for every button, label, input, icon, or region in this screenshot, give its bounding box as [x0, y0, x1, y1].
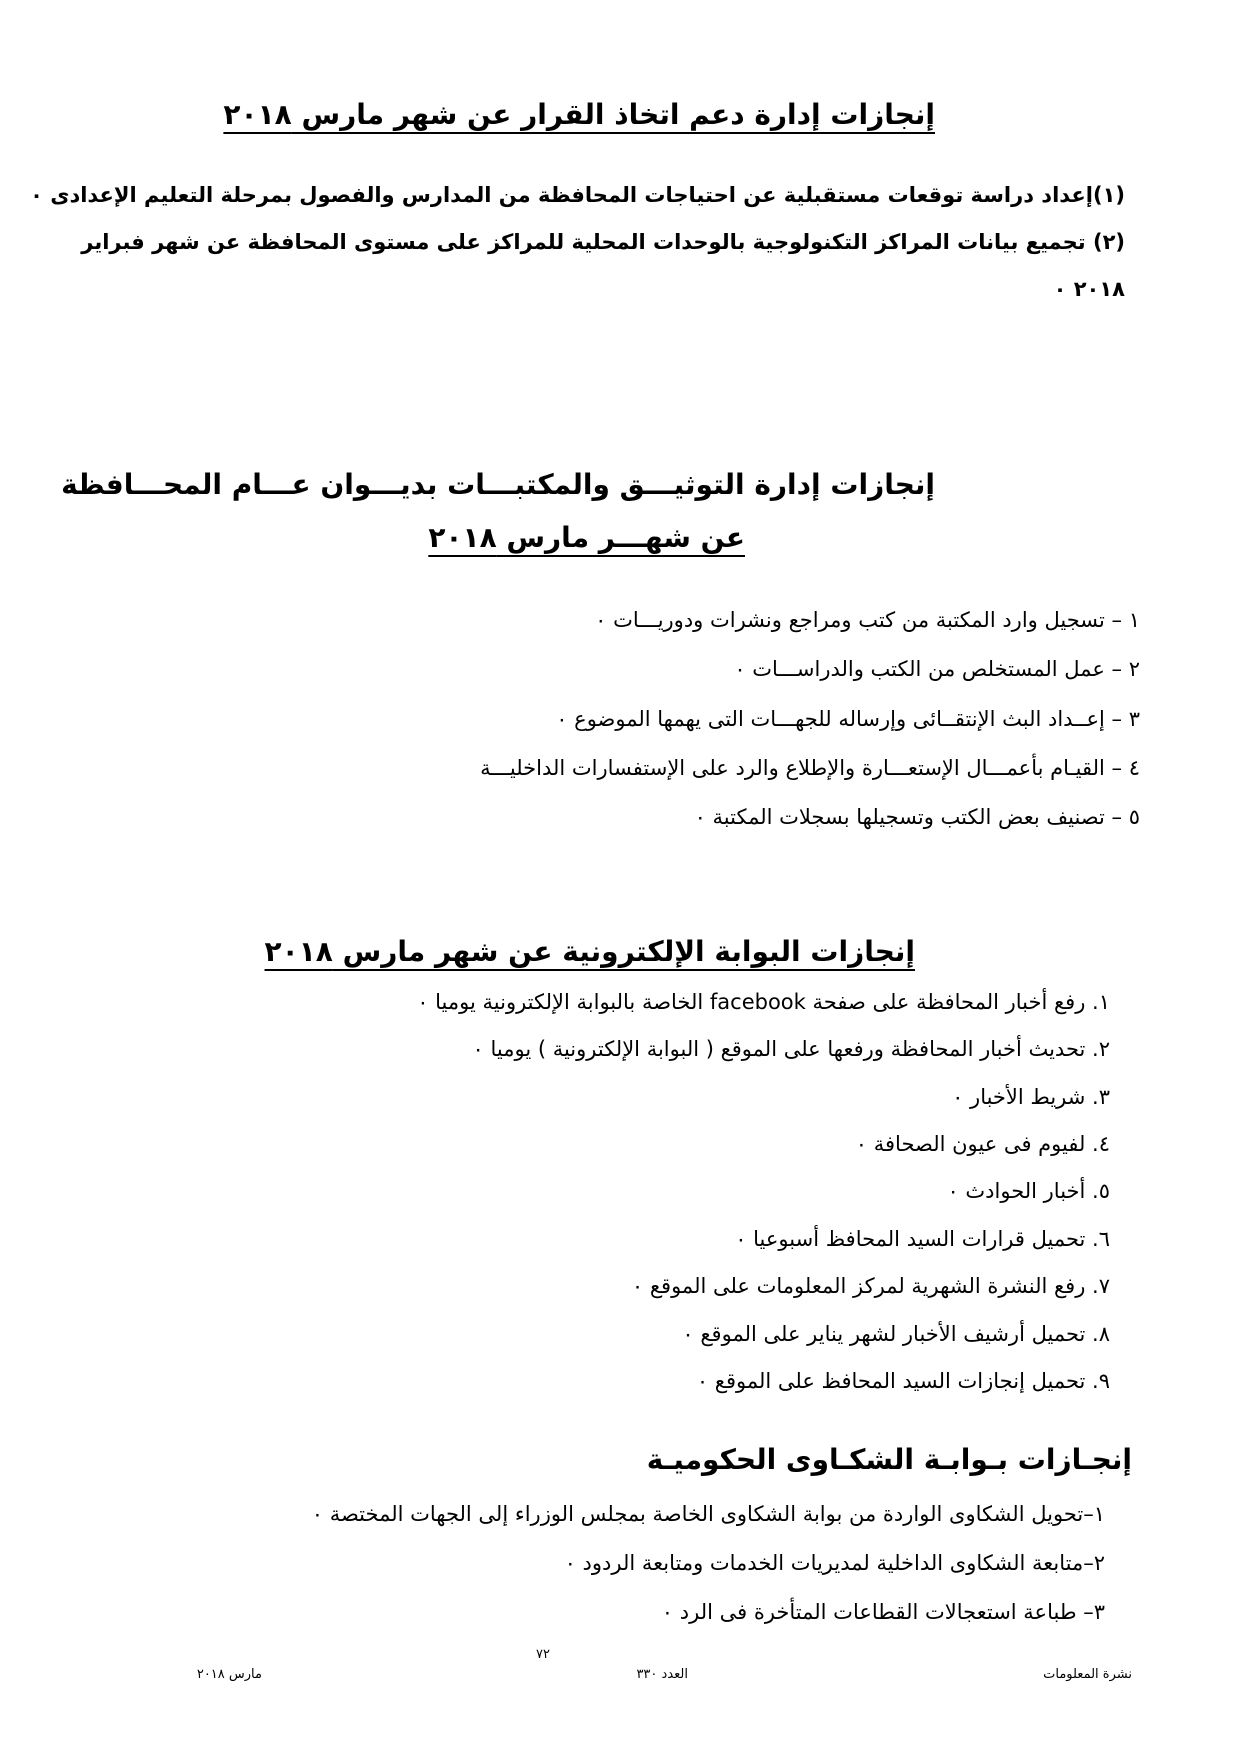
- footer-publication: نشرة المعلومات: [1043, 1667, 1132, 1682]
- page-number: ٧٢: [536, 1647, 550, 1662]
- list-item: ٣ – إعــداد البث الإنتقــائى وإرساله للجهـــات التى يهمها الموضوع ٠: [556, 707, 1140, 731]
- section-title-decision-support: إنجازات إدارة دعم اتخاذ القرار عن شهر مارس ٢٠١٨: [223, 98, 935, 131]
- section-title-complaints-portal: إنجـازات بـوابـة الشكـاوى الحكوميـة: [646, 1443, 1132, 1476]
- footer-issue: العدد ٣٣٠: [636, 1667, 688, 1682]
- list-item: ٤ – القيـام بأعمـــال الإستعـــارة والإطلاع والرد على الإستفسارات الداخليـــة: [480, 756, 1140, 780]
- list-item: ٨. تحميل أرشيف الأخبار لشهر يناير على الموقع ٠: [682, 1322, 1110, 1346]
- list-item: ٩. تحميل إنجازات السيد المحافظ على الموقع ٠: [696, 1369, 1110, 1393]
- list-item: ٢ – عمل المستخلص من الكتب والدراســـات ٠: [734, 657, 1140, 681]
- list-item: ١. رفع أخبار المحافظة على صفحة facebook الخاصة بالبوابة الإلكترونية يوميا ٠: [417, 990, 1110, 1014]
- list-item: ٢٠١٨ ٠: [1053, 277, 1125, 301]
- section-title-documentation: إنجازات إدارة التوثيـــق والمكتبـــات بديـــوان عـــام المحـــافظة: [61, 468, 935, 501]
- list-item: ١ – تسجيل وارد المكتبة من كتب ومراجع ونشرات ودوريـــات ٠: [595, 608, 1140, 632]
- list-item: ٥ – تصنيف بعض الكتب وتسجيلها بسجلات المكتبة ٠: [694, 805, 1140, 829]
- list-item: (١)إعداد دراسة توقعات مستقبلية عن احتياجات المحافظة من المدارس والفصول بمرحلة التعليم الإعدادى ٠: [30, 183, 1125, 207]
- list-item: ٧. رفع النشرة الشهرية لمركز المعلومات على الموقع ٠: [631, 1274, 1110, 1298]
- list-item: ٥. أخبار الحوادث ٠: [947, 1179, 1110, 1203]
- section-title-e-portal: إنجازات البوابة الإلكترونية عن شهر مارس ٢٠١٨: [264, 935, 915, 968]
- list-item: ١–تحويل الشكاوى الواردة من بوابة الشكاوى الخاصة بمجلس الوزراء إلى الجهات المختصة ٠: [311, 1502, 1105, 1526]
- list-item: ٤. لفيوم فى عيون الصحافة ٠: [855, 1132, 1110, 1156]
- section-subtitle-documentation: عن شهـــر مارس ٢٠١٨: [428, 521, 745, 554]
- footer-date: مارس ٢٠١٨: [196, 1667, 262, 1682]
- list-item: ٣. شريط الأخبار ٠: [952, 1085, 1110, 1109]
- list-item: ٢. تحديث أخبار المحافظة ورفعها على الموقع ( البوابة الإلكترونية ) يوميا ٠: [472, 1037, 1110, 1061]
- list-item: ٢–متابعة الشكاوى الداخلية لمديريات الخدمات ومتابعة الردود ٠: [564, 1551, 1105, 1575]
- list-item: ٣– طباعة استعجالات القطاعات المتأخرة فى الرد ٠: [661, 1600, 1105, 1624]
- list-item: (٢) تجميع بيانات المراكز التكنولوجية بالوحدات المحلية للمراكز على مستوى المحافظة عن شهر فبراير: [81, 230, 1125, 254]
- list-item: ٦. تحميل قرارات السيد المحافظ أسبوعيا ٠: [735, 1227, 1110, 1251]
